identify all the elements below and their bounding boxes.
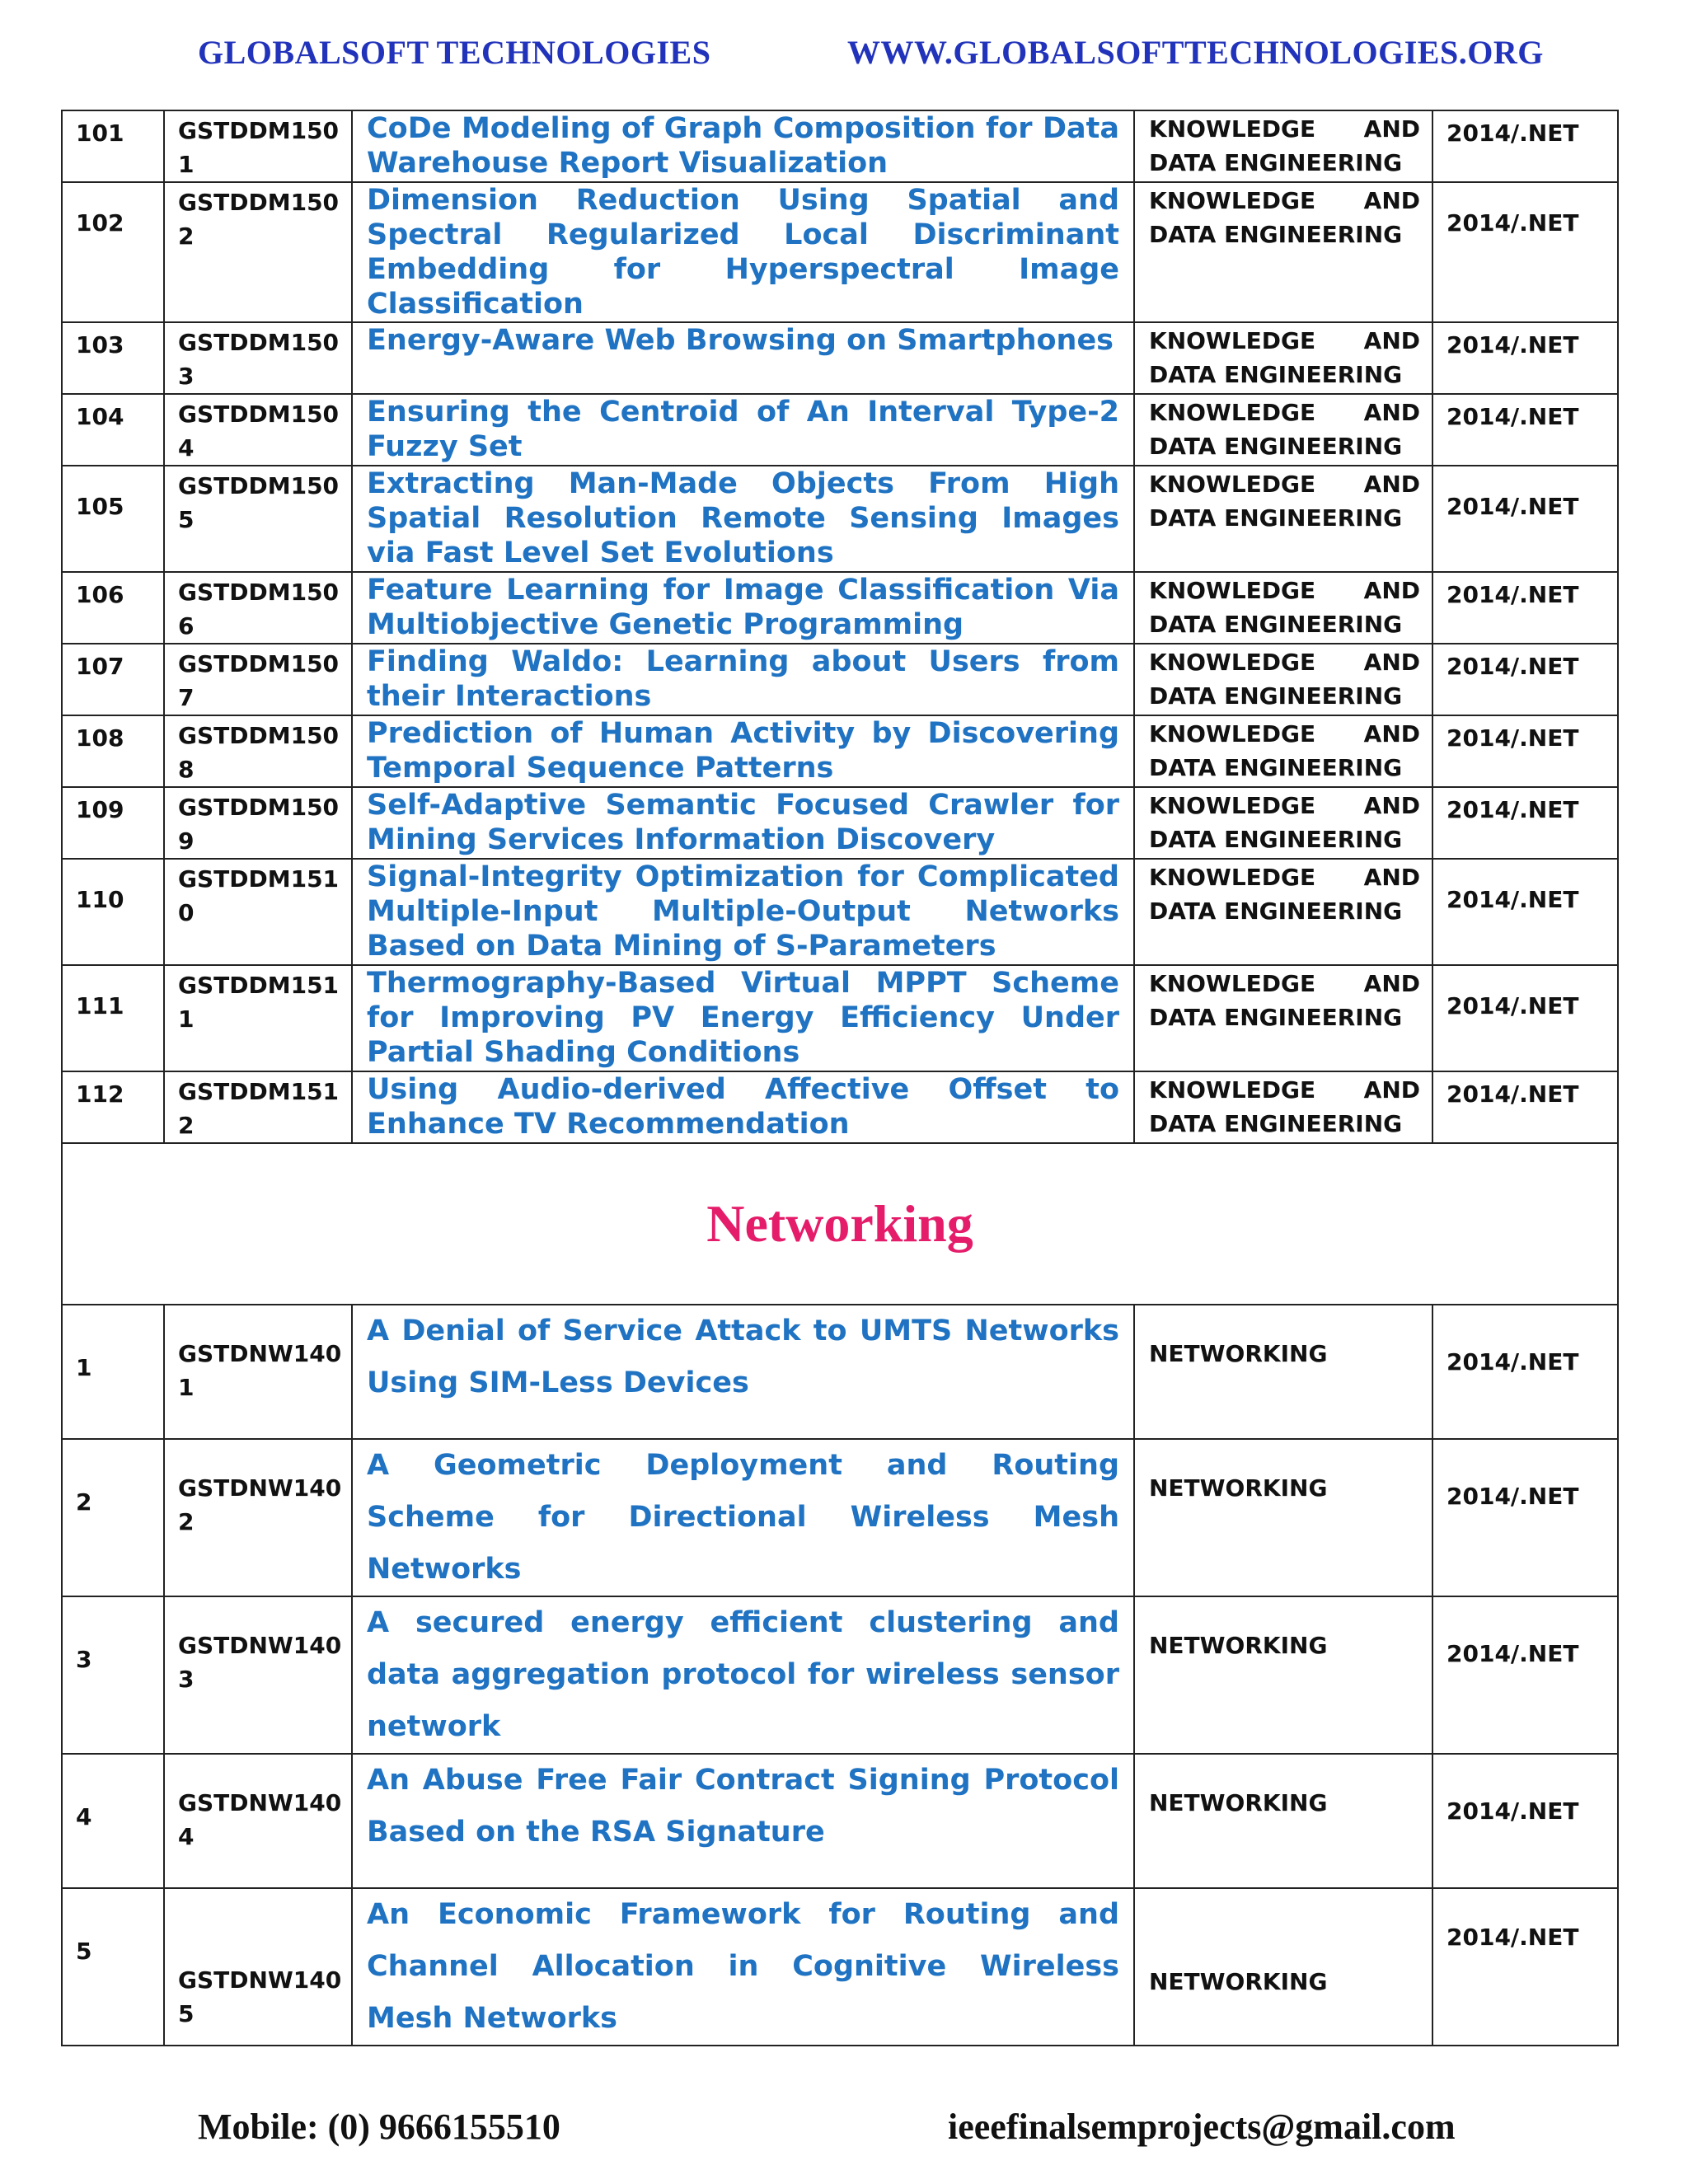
project-title-cell xyxy=(352,1071,1134,1143)
project-title-cell xyxy=(352,466,1134,572)
project-domain-cell xyxy=(1134,182,1432,322)
table-row xyxy=(62,859,1618,965)
project-code-cell xyxy=(164,644,352,715)
project-domain: NETWORKING xyxy=(1149,1632,1328,1659)
project-domain-cell xyxy=(1134,1305,1432,1439)
table-row xyxy=(62,644,1618,715)
project-year: 2014/.NET xyxy=(1447,796,1579,823)
project-title: Self-Adaptive Semantic Focused Crawler for Mining Services Information Discovery xyxy=(367,789,1119,856)
row-number: 108 xyxy=(76,724,124,752)
project-code-cell xyxy=(164,1888,352,2046)
project-year: 2014/.NET xyxy=(1447,1924,1579,1951)
table-row xyxy=(62,1071,1618,1143)
project-domain: NETWORKING xyxy=(1149,1340,1328,1367)
project-title-cell xyxy=(352,1888,1134,2046)
row-number-cell xyxy=(62,1305,164,1439)
project-year: 2014/.NET xyxy=(1447,886,1579,913)
project-code-cell xyxy=(164,787,352,859)
table-row xyxy=(62,394,1618,466)
project-domain: KNOWLEDGE AND DATA ENGINEERING xyxy=(1149,720,1420,781)
project-domain-cell xyxy=(1134,1071,1432,1143)
company-name: GLOBALSOFT TECHNOLOGIES xyxy=(198,34,711,71)
table-row xyxy=(62,1888,1618,2046)
project-code: GSTDDM1503 xyxy=(178,329,340,390)
project-domain-cell xyxy=(1134,1439,1432,1596)
project-code-cell xyxy=(164,965,352,1071)
project-code-cell xyxy=(164,715,352,787)
row-number: 106 xyxy=(76,581,124,608)
project-domain: NETWORKING xyxy=(1149,1789,1328,1816)
project-title-cell xyxy=(352,1596,1134,1754)
project-code: GSTDDM1511 xyxy=(178,972,340,1033)
project-code-cell xyxy=(164,110,352,182)
project-year: 2014/.NET xyxy=(1447,992,1579,1019)
project-title-cell xyxy=(352,1754,1134,1888)
row-number-cell xyxy=(62,182,164,322)
project-title-cell xyxy=(352,787,1134,859)
row-number: 112 xyxy=(76,1080,124,1108)
project-code-cell xyxy=(164,1305,352,1439)
project-domain-cell xyxy=(1134,394,1432,466)
project-title: An Economic Framework for Routing and Channel Allocation in Cognitive Wireless Mesh Networks xyxy=(367,1898,1119,2035)
row-number-cell xyxy=(62,394,164,466)
project-domain-cell xyxy=(1134,859,1432,965)
project-code-cell xyxy=(164,1754,352,1888)
project-title: Signal-Integrity Optimization for Complicated Multiple-Input Multiple-Output Networks Based on Data Mining of S-Parameters xyxy=(367,860,1119,963)
project-code: GSTDNW1405 xyxy=(178,1966,342,2027)
project-code: GSTDDM1504 xyxy=(178,401,340,462)
project-title: Finding Waldo: Learning about Users from their Interactions xyxy=(367,645,1119,713)
project-title: Prediction of Human Activity by Discovering Temporal Sequence Patterns xyxy=(367,717,1119,785)
project-domain: KNOWLEDGE AND DATA ENGINEERING xyxy=(1149,115,1420,176)
row-number: 110 xyxy=(76,886,124,913)
section-title: Networking xyxy=(706,1194,973,1253)
row-number-cell xyxy=(62,1071,164,1143)
project-year: 2014/.NET xyxy=(1447,1348,1579,1376)
table-row xyxy=(62,1754,1618,1888)
row-number-cell xyxy=(62,572,164,644)
project-code: GSTDDM1505 xyxy=(178,472,340,533)
row-number: 2 xyxy=(76,1488,92,1516)
project-code: GSTDDM1501 xyxy=(178,117,340,178)
project-domain-cell xyxy=(1134,644,1432,715)
project-title: Using Audio-derived Affective Offset to Enhance TV Recommendation xyxy=(367,1073,1119,1141)
project-domain: KNOWLEDGE AND DATA ENGINEERING xyxy=(1149,970,1420,1031)
project-domain-cell xyxy=(1134,715,1432,787)
row-number-cell xyxy=(62,859,164,965)
table-row xyxy=(62,466,1618,572)
project-year: 2014/.NET xyxy=(1447,581,1579,608)
project-domain: KNOWLEDGE AND DATA ENGINEERING xyxy=(1149,471,1420,532)
project-code-cell xyxy=(164,394,352,466)
row-number: 104 xyxy=(76,403,124,430)
project-domain-cell xyxy=(1134,1754,1432,1888)
project-title: Energy-Aware Web Browsing on Smartphones xyxy=(367,324,1114,357)
project-title: Extracting Man-Made Objects From High Spatial Resolution Remote Sensing Images via Fast Level Set Evolutions xyxy=(367,467,1119,569)
kde-table-body xyxy=(62,110,1618,1143)
project-code-cell xyxy=(164,1439,352,1596)
project-domain-cell xyxy=(1134,787,1432,859)
project-code: GSTDNW1401 xyxy=(178,1340,342,1401)
project-year: 2014/.NET xyxy=(1447,653,1579,680)
section-row-group xyxy=(62,1143,1618,1305)
project-year-cell xyxy=(1432,1305,1618,1439)
project-domain-cell xyxy=(1134,572,1432,644)
row-number-cell xyxy=(62,787,164,859)
project-year-cell xyxy=(1432,182,1618,322)
row-number: 101 xyxy=(76,120,124,147)
project-title: A Denial of Service Attack to UMTS Networks Using SIM-Less Devices xyxy=(367,1315,1119,1399)
project-domain: KNOWLEDGE AND DATA ENGINEERING xyxy=(1149,1076,1420,1137)
project-title-cell xyxy=(352,182,1134,322)
row-number-cell xyxy=(62,1754,164,1888)
project-code-cell xyxy=(164,572,352,644)
project-year-cell xyxy=(1432,572,1618,644)
project-year-cell xyxy=(1432,1754,1618,1888)
project-title: A Geometric Deployment and Routing Scheme for Directional Wireless Mesh Networks xyxy=(367,1449,1119,1586)
footer-mobile: Mobile: (0) 9666155510 xyxy=(198,2107,560,2147)
project-domain-cell xyxy=(1134,322,1432,394)
row-number: 105 xyxy=(76,493,124,520)
project-year: 2014/.NET xyxy=(1447,209,1579,237)
project-code: GSTDDM1506 xyxy=(178,579,340,640)
project-domain: KNOWLEDGE AND DATA ENGINEERING xyxy=(1149,649,1420,710)
row-number-cell xyxy=(62,1596,164,1754)
project-title: CoDe Modeling of Graph Composition for Data Warehouse Report Visualization xyxy=(367,112,1119,180)
project-code: GSTDNW1402 xyxy=(178,1474,342,1535)
project-year-cell xyxy=(1432,110,1618,182)
project-code: GSTDDM1512 xyxy=(178,1078,340,1139)
project-code-cell xyxy=(164,322,352,394)
project-title-cell xyxy=(352,859,1134,965)
table-row xyxy=(62,965,1618,1071)
project-domain: KNOWLEDGE AND DATA ENGINEERING xyxy=(1149,792,1420,853)
project-year-cell xyxy=(1432,1888,1618,2046)
row-number: 5 xyxy=(76,1938,92,1965)
project-code: GSTDDM1508 xyxy=(178,722,340,783)
project-year-cell xyxy=(1432,1071,1618,1143)
project-title-cell xyxy=(352,322,1134,394)
project-year: 2014/.NET xyxy=(1447,724,1579,752)
project-year: 2014/.NET xyxy=(1447,1483,1579,1510)
project-code: GSTDDM1507 xyxy=(178,650,340,711)
project-year-cell xyxy=(1432,787,1618,859)
project-domain: KNOWLEDGE AND DATA ENGINEERING xyxy=(1149,187,1420,248)
project-title: Ensuring the Centroid of An Interval Type-2 Fuzzy Set xyxy=(367,396,1119,463)
project-title-cell xyxy=(352,1439,1134,1596)
row-number-cell xyxy=(62,1888,164,2046)
row-number-cell xyxy=(62,1439,164,1596)
project-domain-cell xyxy=(1134,1888,1432,2046)
project-title-cell xyxy=(352,110,1134,182)
project-code: GSTDDM1502 xyxy=(178,189,340,250)
project-year-cell xyxy=(1432,644,1618,715)
section-cell xyxy=(62,1143,1618,1305)
project-domain: NETWORKING xyxy=(1149,1474,1328,1502)
table-row xyxy=(62,572,1618,644)
project-code-cell xyxy=(164,859,352,965)
project-code-cell xyxy=(164,182,352,322)
row-number: 103 xyxy=(76,331,124,359)
project-title: Feature Learning for Image Classification Via Multiobjective Genetic Programming xyxy=(367,574,1119,641)
nw-table-body xyxy=(62,1305,1618,2046)
project-code-cell xyxy=(164,466,352,572)
row-number: 4 xyxy=(76,1803,92,1830)
project-domain-cell xyxy=(1134,466,1432,572)
row-number: 111 xyxy=(76,992,124,1019)
project-title-cell xyxy=(352,965,1134,1071)
project-code: GSTDDM1509 xyxy=(178,794,340,855)
project-year: 2014/.NET xyxy=(1447,1797,1579,1825)
table-row xyxy=(62,787,1618,859)
project-title-cell xyxy=(352,572,1134,644)
project-title: A secured energy efficient clustering and data aggregation protocol for wireless sensor network xyxy=(367,1606,1119,1743)
project-code: GSTDDM1510 xyxy=(178,865,340,926)
project-year: 2014/.NET xyxy=(1447,1080,1579,1108)
row-number-cell xyxy=(62,644,164,715)
project-year-cell xyxy=(1432,859,1618,965)
table-row xyxy=(62,1596,1618,1754)
row-number: 109 xyxy=(76,796,124,823)
project-title-cell xyxy=(352,715,1134,787)
project-domain-cell xyxy=(1134,965,1432,1071)
project-code-cell xyxy=(164,1071,352,1143)
project-year: 2014/.NET xyxy=(1447,403,1579,430)
table-row xyxy=(62,110,1618,182)
table-row xyxy=(62,1439,1618,1596)
table-row xyxy=(62,1305,1618,1439)
project-year-cell xyxy=(1432,322,1618,394)
project-domain-cell xyxy=(1134,1596,1432,1754)
project-year-cell xyxy=(1432,1596,1618,1754)
row-number-cell xyxy=(62,322,164,394)
project-domain-cell xyxy=(1134,110,1432,182)
project-domain: KNOWLEDGE AND DATA ENGINEERING xyxy=(1149,864,1420,925)
row-number-cell xyxy=(62,965,164,1071)
project-year-cell xyxy=(1432,965,1618,1071)
project-year-cell xyxy=(1432,715,1618,787)
row-number-cell xyxy=(62,715,164,787)
project-domain: KNOWLEDGE AND DATA ENGINEERING xyxy=(1149,399,1420,460)
table-row xyxy=(62,715,1618,787)
footer-email: ieeefinalsemprojects@gmail.com xyxy=(948,2107,1456,2147)
project-domain: KNOWLEDGE AND DATA ENGINEERING xyxy=(1149,327,1420,388)
row-number: 1 xyxy=(76,1354,92,1381)
project-code-cell xyxy=(164,1596,352,1754)
project-year-cell xyxy=(1432,1439,1618,1596)
project-year-cell xyxy=(1432,466,1618,572)
row-number: 102 xyxy=(76,209,124,237)
section-row xyxy=(62,1143,1618,1305)
project-title: An Abuse Free Fair Contract Signing Protocol Based on the RSA Signature xyxy=(367,1764,1119,1849)
project-code: GSTDNW1403 xyxy=(178,1632,342,1693)
project-domain: NETWORKING xyxy=(1149,1968,1328,1995)
project-year: 2014/.NET xyxy=(1447,120,1579,147)
row-number-cell xyxy=(62,110,164,182)
project-year-cell xyxy=(1432,394,1618,466)
project-code: GSTDNW1404 xyxy=(178,1789,342,1850)
project-year: 2014/.NET xyxy=(1447,493,1579,520)
project-year: 2014/.NET xyxy=(1447,331,1579,359)
project-title: Dimension Reduction Using Spatial and Spectral Regularized Local Discriminant Embedding for Hyperspectral Image Classification xyxy=(367,184,1119,321)
table-row xyxy=(62,182,1618,322)
table-row xyxy=(62,322,1618,394)
project-domain: KNOWLEDGE AND DATA ENGINEERING xyxy=(1149,577,1420,638)
row-number: 3 xyxy=(76,1646,92,1673)
project-title-cell xyxy=(352,394,1134,466)
row-number-cell xyxy=(62,466,164,572)
project-title: Thermography-Based Virtual MPPT Scheme for Improving PV Energy Efficiency Under Partial Shading Conditions xyxy=(367,967,1119,1069)
project-title-cell xyxy=(352,1305,1134,1439)
company-website: WWW.GLOBALSOFTTECHNOLOGIES.ORG xyxy=(847,34,1544,71)
projects-table xyxy=(61,110,1619,2046)
row-number: 107 xyxy=(76,653,124,680)
project-year: 2014/.NET xyxy=(1447,1640,1579,1667)
page-header xyxy=(0,33,1688,82)
project-title-cell xyxy=(352,644,1134,715)
